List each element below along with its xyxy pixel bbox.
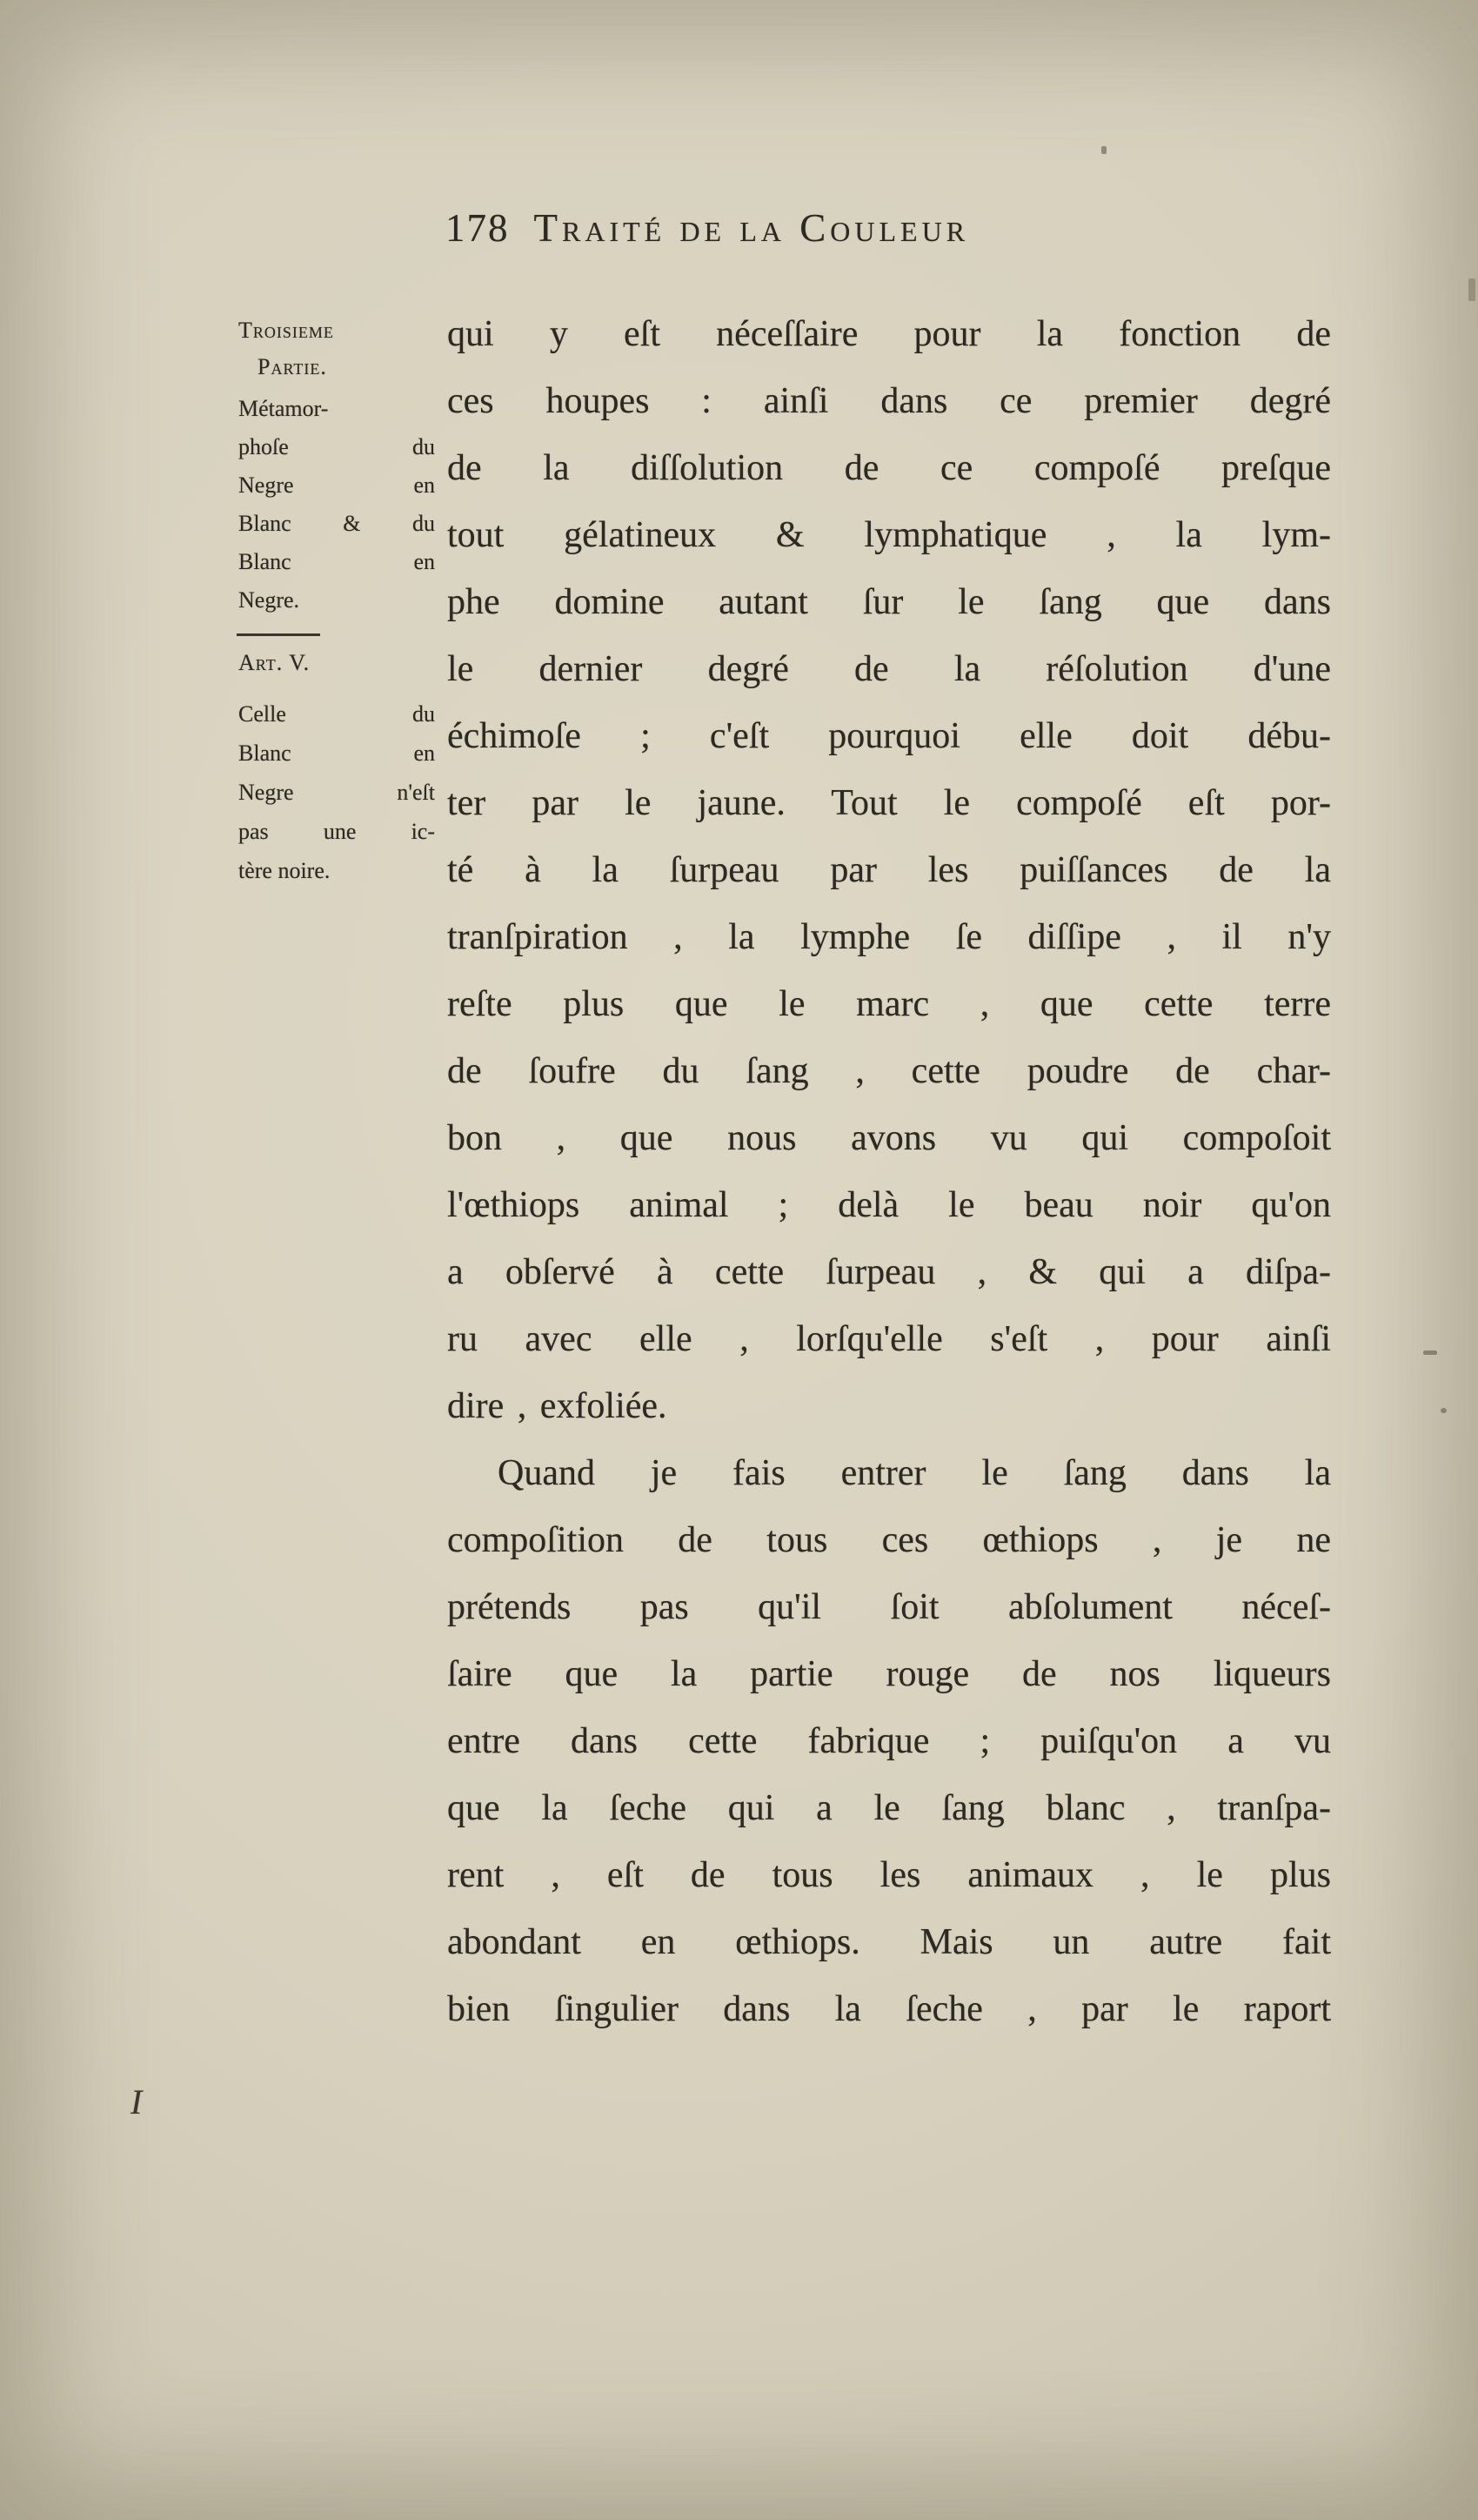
paper-speck: [1423, 1350, 1437, 1355]
body-line: tranſpiration , la lymphe ſe diſſipe , il n'y: [447, 917, 1331, 957]
body-line: ter par le jaune. Tout le compoſé eſt por-: [447, 783, 1331, 823]
margin-ink-mark: I: [130, 2082, 143, 2121]
body-line: entre dans cette fabrique ; puiſqu'on a vu: [447, 1721, 1331, 1761]
body-line: ces houpes : ainſi dans ce premier degré: [447, 381, 1331, 421]
article-separator-rule: [237, 633, 320, 636]
body-line: abondant en œthiops. Mais un autre fait: [447, 1922, 1331, 1962]
body-line: ſaire que la partie rouge de nos liqueurs: [447, 1654, 1331, 1694]
body-line: l'œthiops animal ; delà le beau noir qu'on: [447, 1185, 1331, 1225]
body-line: de la diſſolution de ce compoſé preſque: [447, 448, 1331, 488]
paper-speck: [1101, 146, 1107, 154]
paper-speck: [1468, 278, 1475, 301]
margin-note-line: Blanc & du: [238, 511, 435, 536]
margin-article-label: Art. V.: [238, 650, 311, 675]
body-line: Quand je fais entrer le ſang dans la: [498, 1453, 1331, 1493]
page-number: 178: [445, 206, 510, 250]
body-line: bon , que nous avons vu qui compoſoit: [447, 1118, 1331, 1158]
margin-note-line: Métamor-: [238, 396, 329, 421]
page-header: [445, 205, 969, 251]
margin-note-line: Celle du: [238, 701, 435, 727]
body-line: de ſoufre du ſang , cette poudre de char-: [447, 1051, 1331, 1091]
body-line: rent , eſt de tous les animaux , le plus: [447, 1855, 1331, 1895]
body-line: phe domine autant ſur le ſang que dans: [447, 582, 1331, 622]
margin-note-line: Negre en: [238, 473, 435, 498]
body-line: bien ſingulier dans la ſeche , par le raport: [447, 1989, 1331, 2029]
margin-note-ictere: [238, 694, 435, 890]
margin-note-metamorphose: [238, 390, 435, 620]
body-line: prétends pas qu'il ſoit abſolument néceſ-: [447, 1587, 1331, 1627]
body-line: compoſition de tous ces œthiops , je ne: [447, 1520, 1331, 1560]
margin-note-line: Negre n'eſt: [238, 780, 435, 805]
body-line: ru avec elle , lorſqu'elle s'eſt , pour ainſi: [447, 1319, 1331, 1359]
margin-part-label-line2: Partie.: [257, 354, 327, 379]
body-line: reſte plus que le marc , que cette terre: [447, 984, 1331, 1024]
body-line: tout gélatineux & lymphatique , la lym-: [447, 515, 1331, 555]
body-line: dire , exfoliée.: [447, 1386, 667, 1426]
body-line: le dernier degré de la réſolution d'une: [447, 649, 1331, 689]
body-text: [447, 301, 1331, 2043]
margin-note-line: Blanc en: [238, 741, 435, 766]
body-line: a obſervé à cette ſurpeau , & qui a diſpa-: [447, 1252, 1331, 1292]
margin-note-line: phoſe du: [238, 434, 435, 459]
body-line: que la ſeche qui a le ſang blanc , tranſpa-: [447, 1788, 1331, 1828]
body-line: qui y eſt néceſſaire pour la fonction de: [447, 314, 1331, 354]
margin-note-line: tère noire.: [238, 858, 331, 883]
paper-speck: [1441, 1408, 1447, 1413]
margin-part-label-line1: Troisieme: [238, 318, 334, 343]
running-title: Traité de la Couleur: [533, 206, 970, 250]
margin-note-line: Blanc en: [238, 549, 435, 574]
body-line: échimoſe ; c'eſt pourquoi elle doit débu-: [447, 716, 1331, 756]
margin-note-line: Negre.: [238, 587, 300, 613]
body-line: té à la ſurpeau par les puiſſances de la: [447, 850, 1331, 890]
margin-note-line: pas une ic-: [238, 819, 435, 844]
